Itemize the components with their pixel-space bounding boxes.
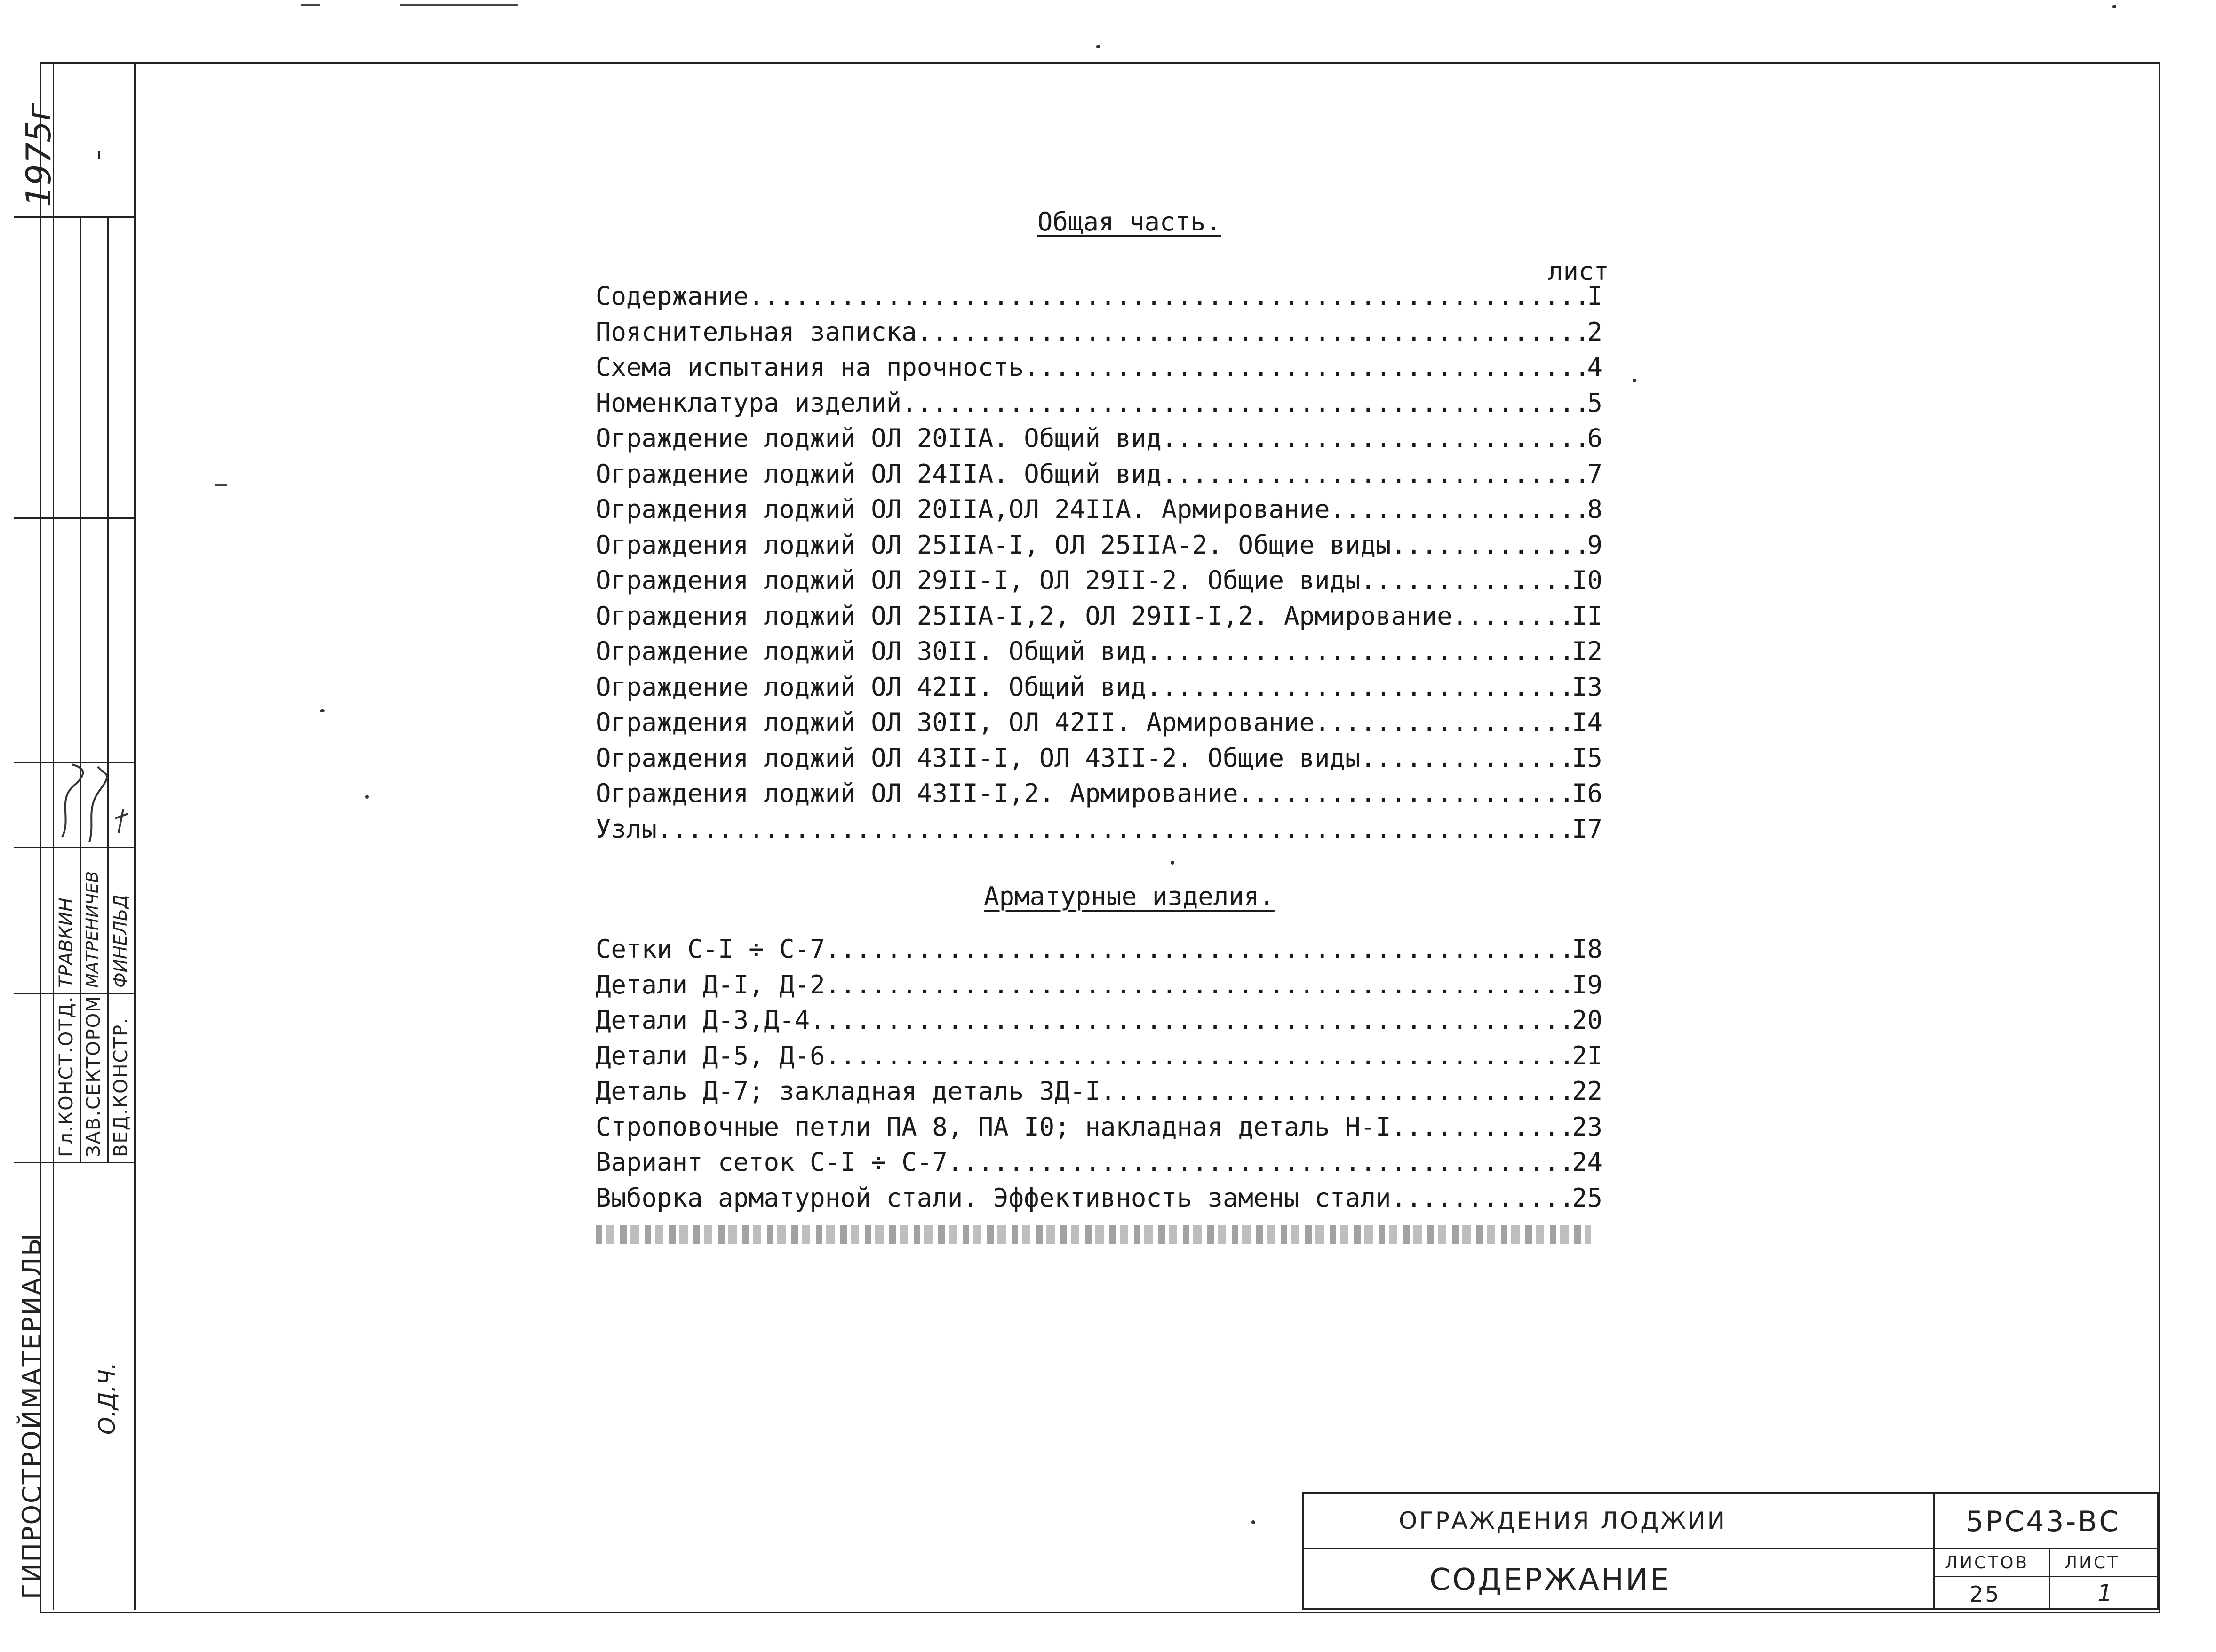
toc-entry: Выборка арматурной стали. Эффективность замены стали ..... 25 — [596, 1180, 1602, 1216]
illegible-erased-line — [596, 1225, 1591, 1244]
sheet-label: ЛИСТ — [2065, 1553, 2120, 1573]
general-toc — [596, 278, 1602, 847]
side-stamp-row-6 — [14, 1162, 134, 1163]
toc-entry: Ограждения лоджий ОЛ 29II-I, ОЛ 29II-2. Общие виды ..... I0 — [596, 563, 1602, 598]
toc-entry: Детали Д-3,Д-4 ..... 20 — [596, 1002, 1602, 1038]
project-title: ОГРАЖДЕНИЯ ЛОДЖИИ — [1399, 1507, 1727, 1534]
rebar-section-title: Арматурные изделия. — [984, 882, 1275, 911]
scan-speck — [2112, 5, 2116, 8]
stamp-role-1: Гл.КОНСТ.ОТД. — [56, 995, 77, 1157]
toc-entry: Узлы ..... I7 — [596, 811, 1602, 847]
scan-speck — [365, 795, 369, 799]
side-stamp-row-2 — [14, 517, 134, 519]
side-stamp-row-4 — [14, 847, 134, 848]
stamp-department-code: О.Д.Ч. — [94, 1362, 120, 1435]
title-block-subdivider — [1933, 1576, 2159, 1577]
toc-entry: Ограждения лоджий ОЛ 20IIА,ОЛ 24IIА. Армирование ..... 8 — [596, 492, 1602, 527]
side-stamp-divider-2 — [80, 216, 81, 1162]
scan-artifact-top-left — [301, 4, 320, 6]
scan-speck — [320, 709, 325, 712]
sheets-total: 25 — [1969, 1581, 2001, 1607]
stamp-year: 1975г — [19, 103, 58, 207]
toc-entry: Детали Д-5, Д-6 ..... 2I — [596, 1038, 1602, 1074]
toc-entry: Пояснительная записка ..... 2 — [596, 314, 1602, 350]
toc-entry: Строповочные петли ПА 8, ПА I0; накладная деталь Н-I ..... 23 — [596, 1109, 1602, 1145]
sheet-number: 1 — [2097, 1580, 2114, 1607]
toc-entry: Ограждение лоджий ОЛ 42II. Общий вид ..... I3 — [596, 669, 1602, 705]
toc-entry: Ограждение лоджий ОЛ 30II. Общий вид ..... I2 — [596, 634, 1602, 669]
toc-entry: Ограждение лоджий ОЛ 20IIА. Общий вид ..... 6 — [596, 421, 1602, 456]
toc-entry: Ограждения лоджий ОЛ 25IIА-I, ОЛ 25IIА-2. Общие виды ..... 9 — [596, 527, 1602, 563]
sheet-column-header: лист — [1548, 256, 1610, 286]
toc-entry: Ограждение лоджий ОЛ 24IIА. Общий вид ..... 7 — [596, 456, 1602, 492]
scan-speck — [1251, 1520, 1255, 1524]
toc-entry: Вариант сеток С-I ÷ С-7 ..... 24 — [596, 1144, 1602, 1180]
title-block — [1302, 1492, 2159, 1610]
scan-artifact-top-mid — [400, 4, 518, 6]
toc-entry: Схема испытания на прочность ..... 4 — [596, 349, 1602, 385]
stamp-dash: - — [81, 150, 114, 160]
toc-entry: Содержание ..... I — [596, 278, 1602, 314]
stamp-organization: ГИПРОСТРОЙМАТЕРИАЛЫ — [17, 1232, 47, 1599]
toc-entry: Деталь Д-7; закладная деталь ЗД-I ..... 22 — [596, 1073, 1602, 1109]
toc-entry: Детали Д-I, Д-2 ..... I9 — [596, 967, 1602, 1003]
general-section-title: Общая часть. — [1037, 207, 1221, 237]
scan-speck — [1633, 379, 1636, 382]
side-stamp-divider-3 — [107, 216, 109, 1162]
side-stamp-row-1 — [14, 216, 134, 218]
scan-speck — [1096, 45, 1100, 48]
sheet-title: СОДЕРЖАНИЕ — [1429, 1563, 1671, 1597]
toc-entry: Ограждения лоджий ОЛ 43II-I, ОЛ 43II-2. Общие виды ..... I5 — [596, 740, 1602, 776]
toc-entry: Ограждения лоджий ОЛ 43II-I,2. Армирование ..... I6 — [596, 776, 1602, 811]
rebar-toc — [596, 931, 1602, 1215]
toc-entry: Ограждения лоджий ОЛ 30II, ОЛ 42II. Армирование ..... I4 — [596, 705, 1602, 740]
stamp-name-3: ФИНЕЛЬД — [110, 894, 131, 988]
side-stamp-row-5 — [14, 993, 134, 994]
stamp-role-3: ВЕД.КОНСТР. — [110, 1017, 132, 1157]
scan-speck — [1171, 861, 1174, 865]
drawing-code: 5РС43-ВС — [1966, 1505, 2121, 1538]
toc-entry: Ограждения лоджий ОЛ 25IIА-I,2, ОЛ 29II-I,2. Армирование ..... II — [596, 598, 1602, 634]
toc-entry: Сетки С-I ÷ С-7 ..... I8 — [596, 931, 1602, 967]
stamp-role-2: ЗАВ.СЕКТОРОМ — [83, 995, 104, 1157]
stamp-name-1: ТРАВКИН — [56, 897, 77, 988]
sheets-label: ЛИСТОВ — [1945, 1553, 2029, 1573]
stamp-name-2: МАТРЕНИЧЕВ — [83, 871, 102, 988]
toc-entry: Номенклатура изделий ..... 5 — [596, 385, 1602, 421]
signature-marks — [53, 762, 134, 847]
